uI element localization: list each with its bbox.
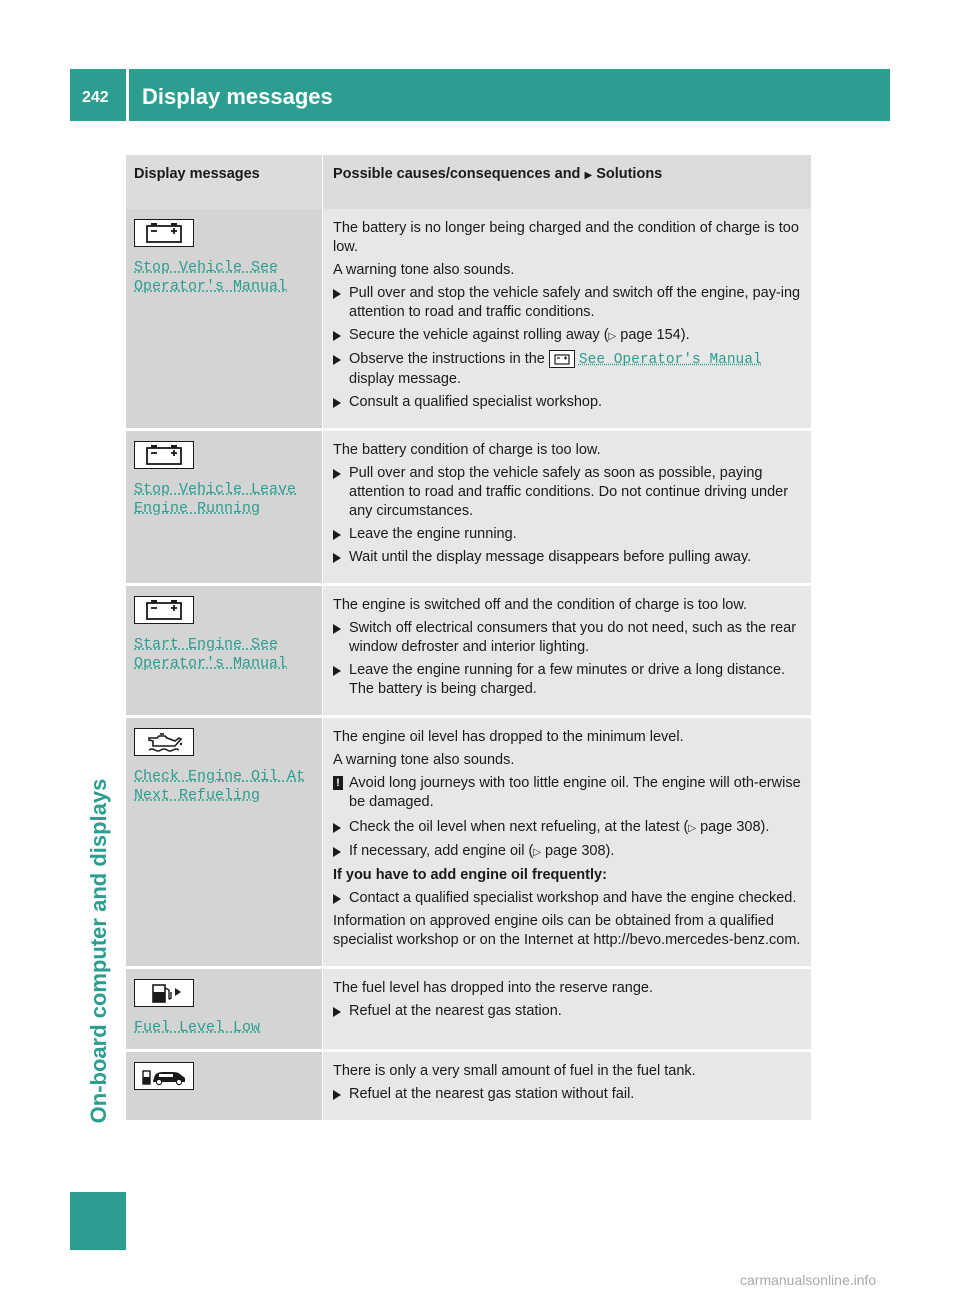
triangle-arrow-icon: ▶: [584, 170, 593, 181]
oil-can-icon: [134, 728, 194, 756]
table-row: Fuel Level Low The fuel level has dropped into the reserve range. Refuel at the nearest gas station.: [126, 968, 811, 1051]
page-number: 242: [82, 89, 109, 106]
step: Pull over and stop the vehicle safely and switch off the engine, pay-ing attention to road and traffic conditions.: [333, 284, 803, 322]
page-ref-icon: ▷: [608, 331, 617, 342]
message-code: Check Engine Oil At Next Refueling: [134, 768, 306, 804]
table-header: [126, 155, 811, 209]
step: Leave the engine running for a few minutes or drive a long distance. The battery is being charged.: [333, 661, 803, 699]
side-tab-marker: [70, 1192, 126, 1250]
step: Observe the instructions in the See Operator's Manual display message.: [333, 350, 803, 389]
step-arrow-icon: [333, 894, 341, 904]
step-arrow-icon: [333, 666, 341, 676]
header-divider: [126, 69, 129, 121]
step: Consult a qualified specialist workshop.: [333, 393, 803, 412]
step: Leave the engine running.: [333, 525, 803, 544]
page-ref-icon: ▷: [533, 847, 542, 858]
battery-icon: [134, 219, 194, 247]
step: Contact a qualified specialist workshop and have the engine checked.: [333, 889, 803, 908]
page-ref-icon: ▷: [688, 823, 697, 834]
step-arrow-icon: [333, 530, 341, 540]
step: Check the oil level when next refueling, at the latest (▷ page 308).: [333, 818, 803, 838]
subheading: If you have to add engine oil frequently:: [333, 867, 607, 883]
table-row: There is only a very small amount of fuel in the fuel tank. Refuel at the nearest gas station without fail.: [126, 1051, 811, 1122]
step-arrow-icon: [333, 847, 341, 857]
step-arrow-icon: [333, 355, 341, 365]
page-link[interactable]: page 308).: [545, 843, 615, 859]
warning-icon: !: [333, 776, 343, 790]
battery-icon: [134, 596, 194, 624]
col-possible-causes: Possible causes/consequences and ▶ Solutions: [323, 155, 812, 209]
message-code: Stop Vehicle Leave Engine Running: [134, 481, 297, 517]
step: If necessary, add engine oil (▷ page 308).: [333, 842, 803, 862]
step: Pull over and stop the vehicle safely as soon as possible, paying attention to road and traffic conditions. Do not continue driving under any circumstances.: [333, 464, 803, 521]
watermark: carmanualsonline.info: [740, 1272, 877, 1288]
message-code: Stop Vehicle See Operator's Manual: [134, 259, 288, 295]
side-tab-label: On-board computer and displays: [86, 778, 111, 1124]
message-code: Start Engine See Operator's Manual: [134, 636, 288, 672]
step: Switch off electrical consumers that you do not need, such as the rear window defroster and interior lighting.: [333, 619, 803, 657]
step: Secure the vehicle against rolling away (▷ page 154).: [333, 326, 803, 346]
step-arrow-icon: [333, 289, 341, 299]
display-messages-table: [126, 155, 811, 1123]
step: Refuel at the nearest gas station.: [333, 1002, 803, 1021]
step-arrow-icon: [333, 398, 341, 408]
step-arrow-icon: [333, 1007, 341, 1017]
battery-icon: [549, 350, 575, 368]
step: Refuel at the nearest gas station without fail.: [333, 1085, 803, 1104]
step: Wait until the display message disappears before pulling away.: [333, 548, 803, 567]
warning-note: ! Avoid long journeys with too little engine oil. The engine will oth-erwise be damaged.: [333, 774, 803, 812]
page-header: [70, 69, 890, 121]
side-tab: [70, 121, 126, 1250]
step-arrow-icon: [333, 469, 341, 479]
col-display-messages: Display messages: [126, 155, 323, 209]
message-code: Fuel Level Low: [134, 1019, 261, 1036]
table-row: Stop Vehicle Leave Engine Running The battery condition of charge is too low. Pull over and stop the vehicle safely as soon as possible, paying attention to road and traffic conditions. Do not continue driving under any circumstances. Leave the engine running. Wait until the display message disappears before pulling away.: [126, 430, 811, 585]
table-row: Stop Vehicle See Operator's Manual The battery is no longer being charged and the condition of charge is too low. A warning tone also sounds. Pull over and stop the vehicle safely and switch off the engine, pay-ing attention to road and traffic conditions. Secure the vehicle against rolling away (▷ page 154). Observe the instructions in the See Operator's Manual display message. Consult a qualified specialist workshop.: [126, 209, 811, 430]
step-arrow-icon: [333, 1090, 341, 1100]
page-link[interactable]: page 308).: [700, 819, 770, 835]
page-link[interactable]: page 154).: [620, 327, 690, 343]
step-arrow-icon: [333, 553, 341, 563]
battery-icon: [134, 441, 194, 469]
fuel-car-icon: [134, 1062, 194, 1090]
table-row: Start Engine See Operator's Manual The engine is switched off and the condition of charge is too low. Switch off electrical consumers that you do not need, such as the rear window defroster and interior lighting. Leave the engine running for a few minutes or drive a long distance. The battery is being charged.: [126, 585, 811, 717]
step-arrow-icon: [333, 823, 341, 833]
fuel-pump-icon: [134, 979, 194, 1007]
table-row: Check Engine Oil At Next Refueling The engine oil level has dropped to the minimum level. A warning tone also sounds. ! Avoid long journeys with too little engine oil. The engine will oth-erwise be damaged. Check the oil level when next refueling, at the latest (▷ page 308). If necessary, add engine oil (▷ page 308). If you have to add engine oil frequently: Contact a qualified specialist workshop and have the engine checked. Information on approved engine oils can be obtained from a qualified specialist workshop or on the Internet at http://bevo.mercedes-benz.com.: [126, 717, 811, 968]
step-arrow-icon: [333, 624, 341, 634]
step-arrow-icon: [333, 331, 341, 341]
page-title: Display messages: [142, 84, 333, 109]
